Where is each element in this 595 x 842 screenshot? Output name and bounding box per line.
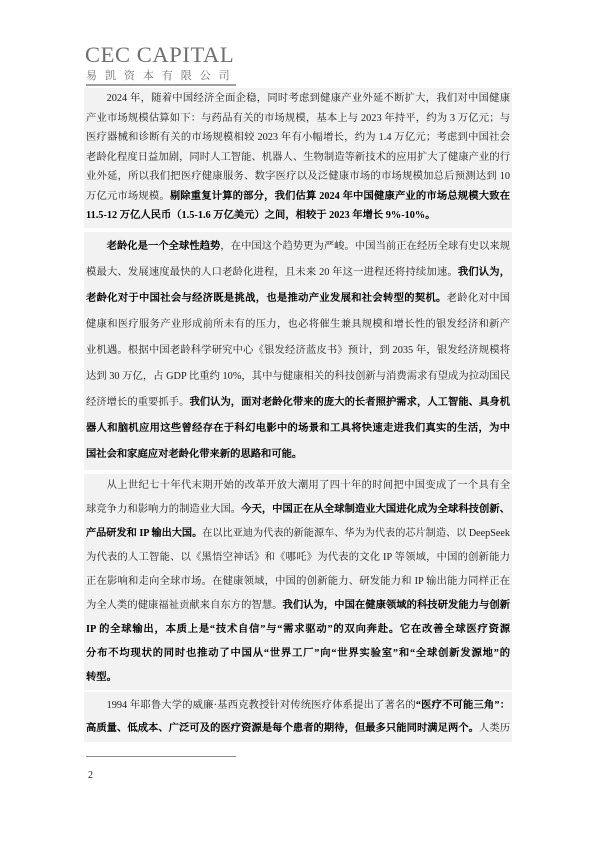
text-line	[86, 286, 510, 312]
bold-text-segment: 转型。	[86, 672, 117, 683]
bold-text-segment: 器人和脑机应用这些曾经存在于科幻电影中的场景和工具将快速走进我们真实的生活，为中	[86, 423, 510, 434]
header-divider	[86, 84, 236, 86]
text-segment: 球竞争力和影响力的制造业大国。	[86, 504, 242, 515]
text-line	[86, 364, 510, 390]
bold-text-segment: 分布不均现状的同时也推动了中国从“世界工厂”向“世界实验室”和“全球创新发源地”的	[86, 648, 510, 659]
text-line	[86, 206, 510, 226]
company-logo-text: CEC CAPITAL	[85, 42, 235, 67]
text-line	[86, 128, 510, 148]
text-line	[86, 167, 510, 187]
text-segment: 人类历	[479, 723, 511, 734]
text-line	[86, 312, 510, 338]
bold-text-segment: 老龄化是一个全球性趋势	[106, 241, 221, 252]
bold-text-segment: 老龄化对于中国社会与经济既是挑战，也是推动产业发展和社会转型的契机。	[86, 293, 447, 304]
text-segment: 正在影响和走向全球市场。在健康领域，中国的创新能力、研发能力和 IP 输出能力同样正在	[86, 576, 510, 587]
text-line	[86, 570, 510, 594]
bold-text-segment: 11.5-12 万亿人民币（1.5-1.6 万亿美元）之间，相较于 2023 年增长 9%-10%。	[86, 210, 436, 221]
text-line	[86, 618, 510, 642]
bold-text-segment: 国社会和家庭应对老龄化带来新的思路和可能。	[86, 449, 303, 460]
text-segment: ，在中国这个趋势更为严峻。中国当前正在经历全球有史以来规	[220, 241, 511, 252]
text-segment: 产业市场规模估算如下：与药品有关的市场规模，基本上与 2023 年持平，约为 3 万亿元；与	[86, 112, 510, 124]
text-line	[86, 109, 510, 129]
paragraph-innovation-export	[84, 474, 512, 690]
footer-divider	[86, 756, 236, 757]
bold-text-segment: 我们认为，中国在健康领域的科技研发能力与创新	[282, 600, 511, 611]
bold-text-segment: 剔除重复计算的部分，我们估算 2024 年中国健康产业的市场总规模大致在	[169, 190, 510, 202]
text-line	[86, 416, 510, 442]
text-line	[86, 594, 510, 618]
text-segment: 健康和医疗服务产业形成前所未有的压力，也必将催生兼具规模和增长性的银发经济和新产	[86, 319, 510, 330]
text-segment: 在以比亚迪为代表的新能源车、华为为代表的芯片制造、以 DeepSeek	[202, 528, 510, 539]
text-segment: 模最大、发展速度最快的人口老龄化进程，且未来 20 年这一进程还将持续加速。	[86, 267, 458, 278]
text-segment: 老龄化对中国	[446, 293, 511, 304]
text-line	[86, 187, 510, 207]
bold-text-segment: “医疗不可能三角”：	[415, 700, 510, 711]
text-line	[86, 442, 510, 468]
bold-text-segment: 产品研发和 IP 输出大国。	[86, 528, 203, 539]
text-segment: 业外延，所以我们把医疗健康服务、数字医疗以及泛健康市场的市场规模加总后预测达到 10	[86, 171, 510, 182]
text-line	[86, 522, 510, 546]
text-line	[86, 234, 510, 260]
text-segment: 业机遇。根据中国老龄科学研究中心《银发经济蓝皮书》预计，到 2035 年，银发经济规模将	[86, 345, 510, 356]
bold-text-segment: 我们认为，面对老龄化带来的庞大的长者照护需求，人工智能、具身机	[189, 397, 511, 408]
text-segment: 2024 年，随着中国经济全面企稳，同时考虑到健康产业外延不断扩大，我们对中国健康	[106, 93, 510, 104]
text-segment: 老龄化程度日益加剧，同时人工智能、机器人、生物制造等新技术的应用扩大了健康产业的行	[86, 151, 510, 163]
text-line	[86, 642, 510, 666]
company-name-chinese: 易 凯 资 本 有 限 公 司	[86, 70, 233, 82]
text-segment: 从上世纪七十年代末期开始的改革开放大潮用了四十年的时间把中国变成了一个具有全	[106, 480, 510, 491]
text-line	[86, 260, 510, 286]
page-number: 2	[88, 770, 93, 781]
text-segment: 为全人类的健康福祉贡献来自东方的智慧。	[86, 600, 283, 611]
text-line	[86, 474, 510, 498]
bold-text-segment: IP 的全球输出，本质上是“技术自信”与“需求驱动”的双向奔赴。它在改善全球医疗资源	[86, 624, 510, 635]
paragraph-impossible-triangle	[84, 692, 512, 742]
bold-text-segment: 高质量、低成本、广泛可及的医疗资源是每个患者的期待，但最多只能同时满足两个。	[86, 723, 480, 734]
text-line	[86, 666, 510, 690]
text-line	[86, 390, 510, 416]
text-segment: 经济增长的重要抓手。	[86, 397, 190, 408]
text-segment: 为代表的人工智能、以《黑悟空神话》和《哪吒》为代表的文化 IP 等领域，中国的创新能力	[86, 552, 510, 563]
bold-text-segment: 我们认为，	[457, 267, 510, 278]
text-segment: 达到 30 万亿，占 GDP 比重约 10%，其中与健康相关的科技创新与消费需求有望成为拉动国民	[86, 371, 510, 382]
text-segment: 1994 年耶鲁大学的威廉·基西克教授针对传统医疗体系提出了著名的	[106, 700, 416, 711]
text-line	[86, 89, 510, 109]
paragraph-health-market-size	[84, 88, 512, 228]
text-line	[86, 546, 510, 570]
text-line	[86, 338, 510, 364]
bold-text-segment: 今天，中国正在从全球制造业大国进化成为全球科技创新、	[241, 504, 511, 515]
text-line	[86, 694, 510, 717]
text-line	[86, 717, 510, 740]
text-line	[86, 148, 510, 168]
text-line	[86, 498, 510, 522]
text-segment: 医疗器械和诊断有关的市场规模相较 2023 年有小幅增长，约为 1.4 万亿元；考虑到中国社会	[86, 132, 510, 143]
text-segment: 万亿元市场规模。	[86, 190, 170, 202]
paragraph-aging-trend	[84, 232, 512, 470]
